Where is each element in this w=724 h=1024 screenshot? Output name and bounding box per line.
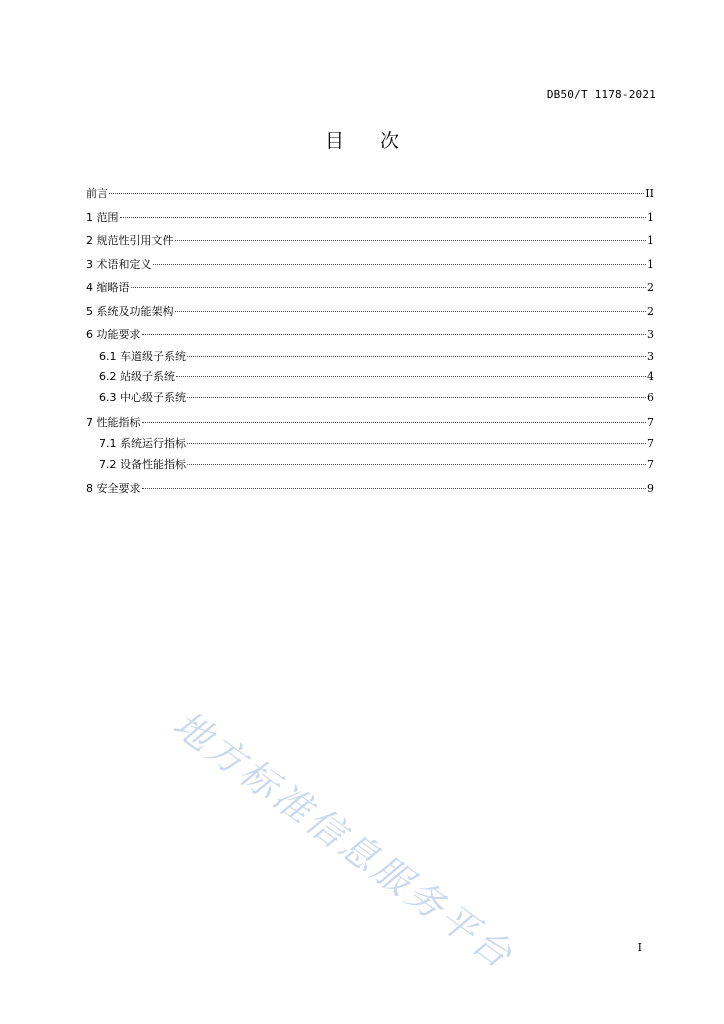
toc-entry-page: 1 [647,210,654,224]
toc-entry-page: 1 [647,257,654,271]
toc-entry-page: 2 [647,281,654,294]
toc-entry[interactable] [86,367,654,388]
toc-entry-page: 6 [647,390,654,404]
toc-leader-dots [153,264,647,265]
toc-entry[interactable] [86,477,654,501]
toc-entry-page: II [645,187,654,200]
toc-entry-label: 6.3 中心级子系统 [99,390,186,404]
toc-leader-dots [187,397,646,398]
toc-entry-label: 2 规范性引用文件 [86,234,174,247]
toc-entry-label: 4 缩略语 [86,281,130,294]
toc-entry-page: 3 [647,349,654,363]
toc-entry-label: 5 系统及功能架构 [86,304,174,318]
toc-leader-dots [175,240,647,241]
toc-entry-label: 6.1 车道级子系统 [99,349,186,363]
toc-entry[interactable] [86,434,654,455]
toc-entry[interactable] [86,206,654,230]
toc-entry[interactable] [86,347,654,368]
toc-leader-dots [142,422,647,423]
toc-entry[interactable] [86,229,654,253]
toc-entry-label: 7.1 系统运行指标 [99,437,186,451]
toc-leader-dots [187,356,646,357]
toc-entry-page: 1 [647,234,654,247]
toc-entry-label: 前言 [86,187,108,200]
page-number: I [637,941,642,954]
toc-entry[interactable] [86,411,654,435]
toc-entry[interactable] [86,182,654,206]
toc-entry[interactable] [86,388,654,409]
toc-entry-page: 2 [647,304,654,318]
toc-entry[interactable] [86,276,654,300]
toc-entry[interactable] [86,253,654,277]
toc-leader-dots [176,376,646,377]
toc-entry-page: 4 [647,370,654,384]
toc-entry-label: 1 范围 [86,210,119,224]
watermark: 地方标准信息服务平台 [165,702,523,979]
toc-leader-dots [187,464,646,465]
toc-entry-label: 7 性能指标 [86,415,141,429]
toc-leader-dots [109,193,644,194]
toc-entry[interactable] [86,323,654,347]
toc-entry-label: 6.2 站级子系统 [99,370,175,384]
toc-leader-dots [175,311,647,312]
toc-entry-label: 8 安全要求 [86,482,141,496]
toc-entry-label: 6 功能要求 [86,328,141,341]
toc-entry-label: 3 术语和定义 [86,257,152,271]
toc-entry-page: 3 [647,328,654,341]
document-code: DB50/T 1178-2021 [546,88,656,101]
toc-entry[interactable] [86,455,654,476]
toc-entry-page: 7 [647,437,654,451]
toc-leader-dots [142,334,647,335]
table-of-contents [86,182,654,501]
toc-entry-page: 7 [647,415,654,429]
toc-entry-label: 7.2 设备性能指标 [99,457,186,471]
page-title: 目次 [324,130,435,152]
toc-leader-dots [187,443,646,444]
toc-entry-page: 9 [647,482,654,496]
toc-leader-dots [142,488,647,489]
toc-leader-dots [131,287,647,288]
toc-entry-page: 7 [647,457,654,471]
toc-leader-dots [120,217,647,218]
toc-entry[interactable] [86,300,654,324]
